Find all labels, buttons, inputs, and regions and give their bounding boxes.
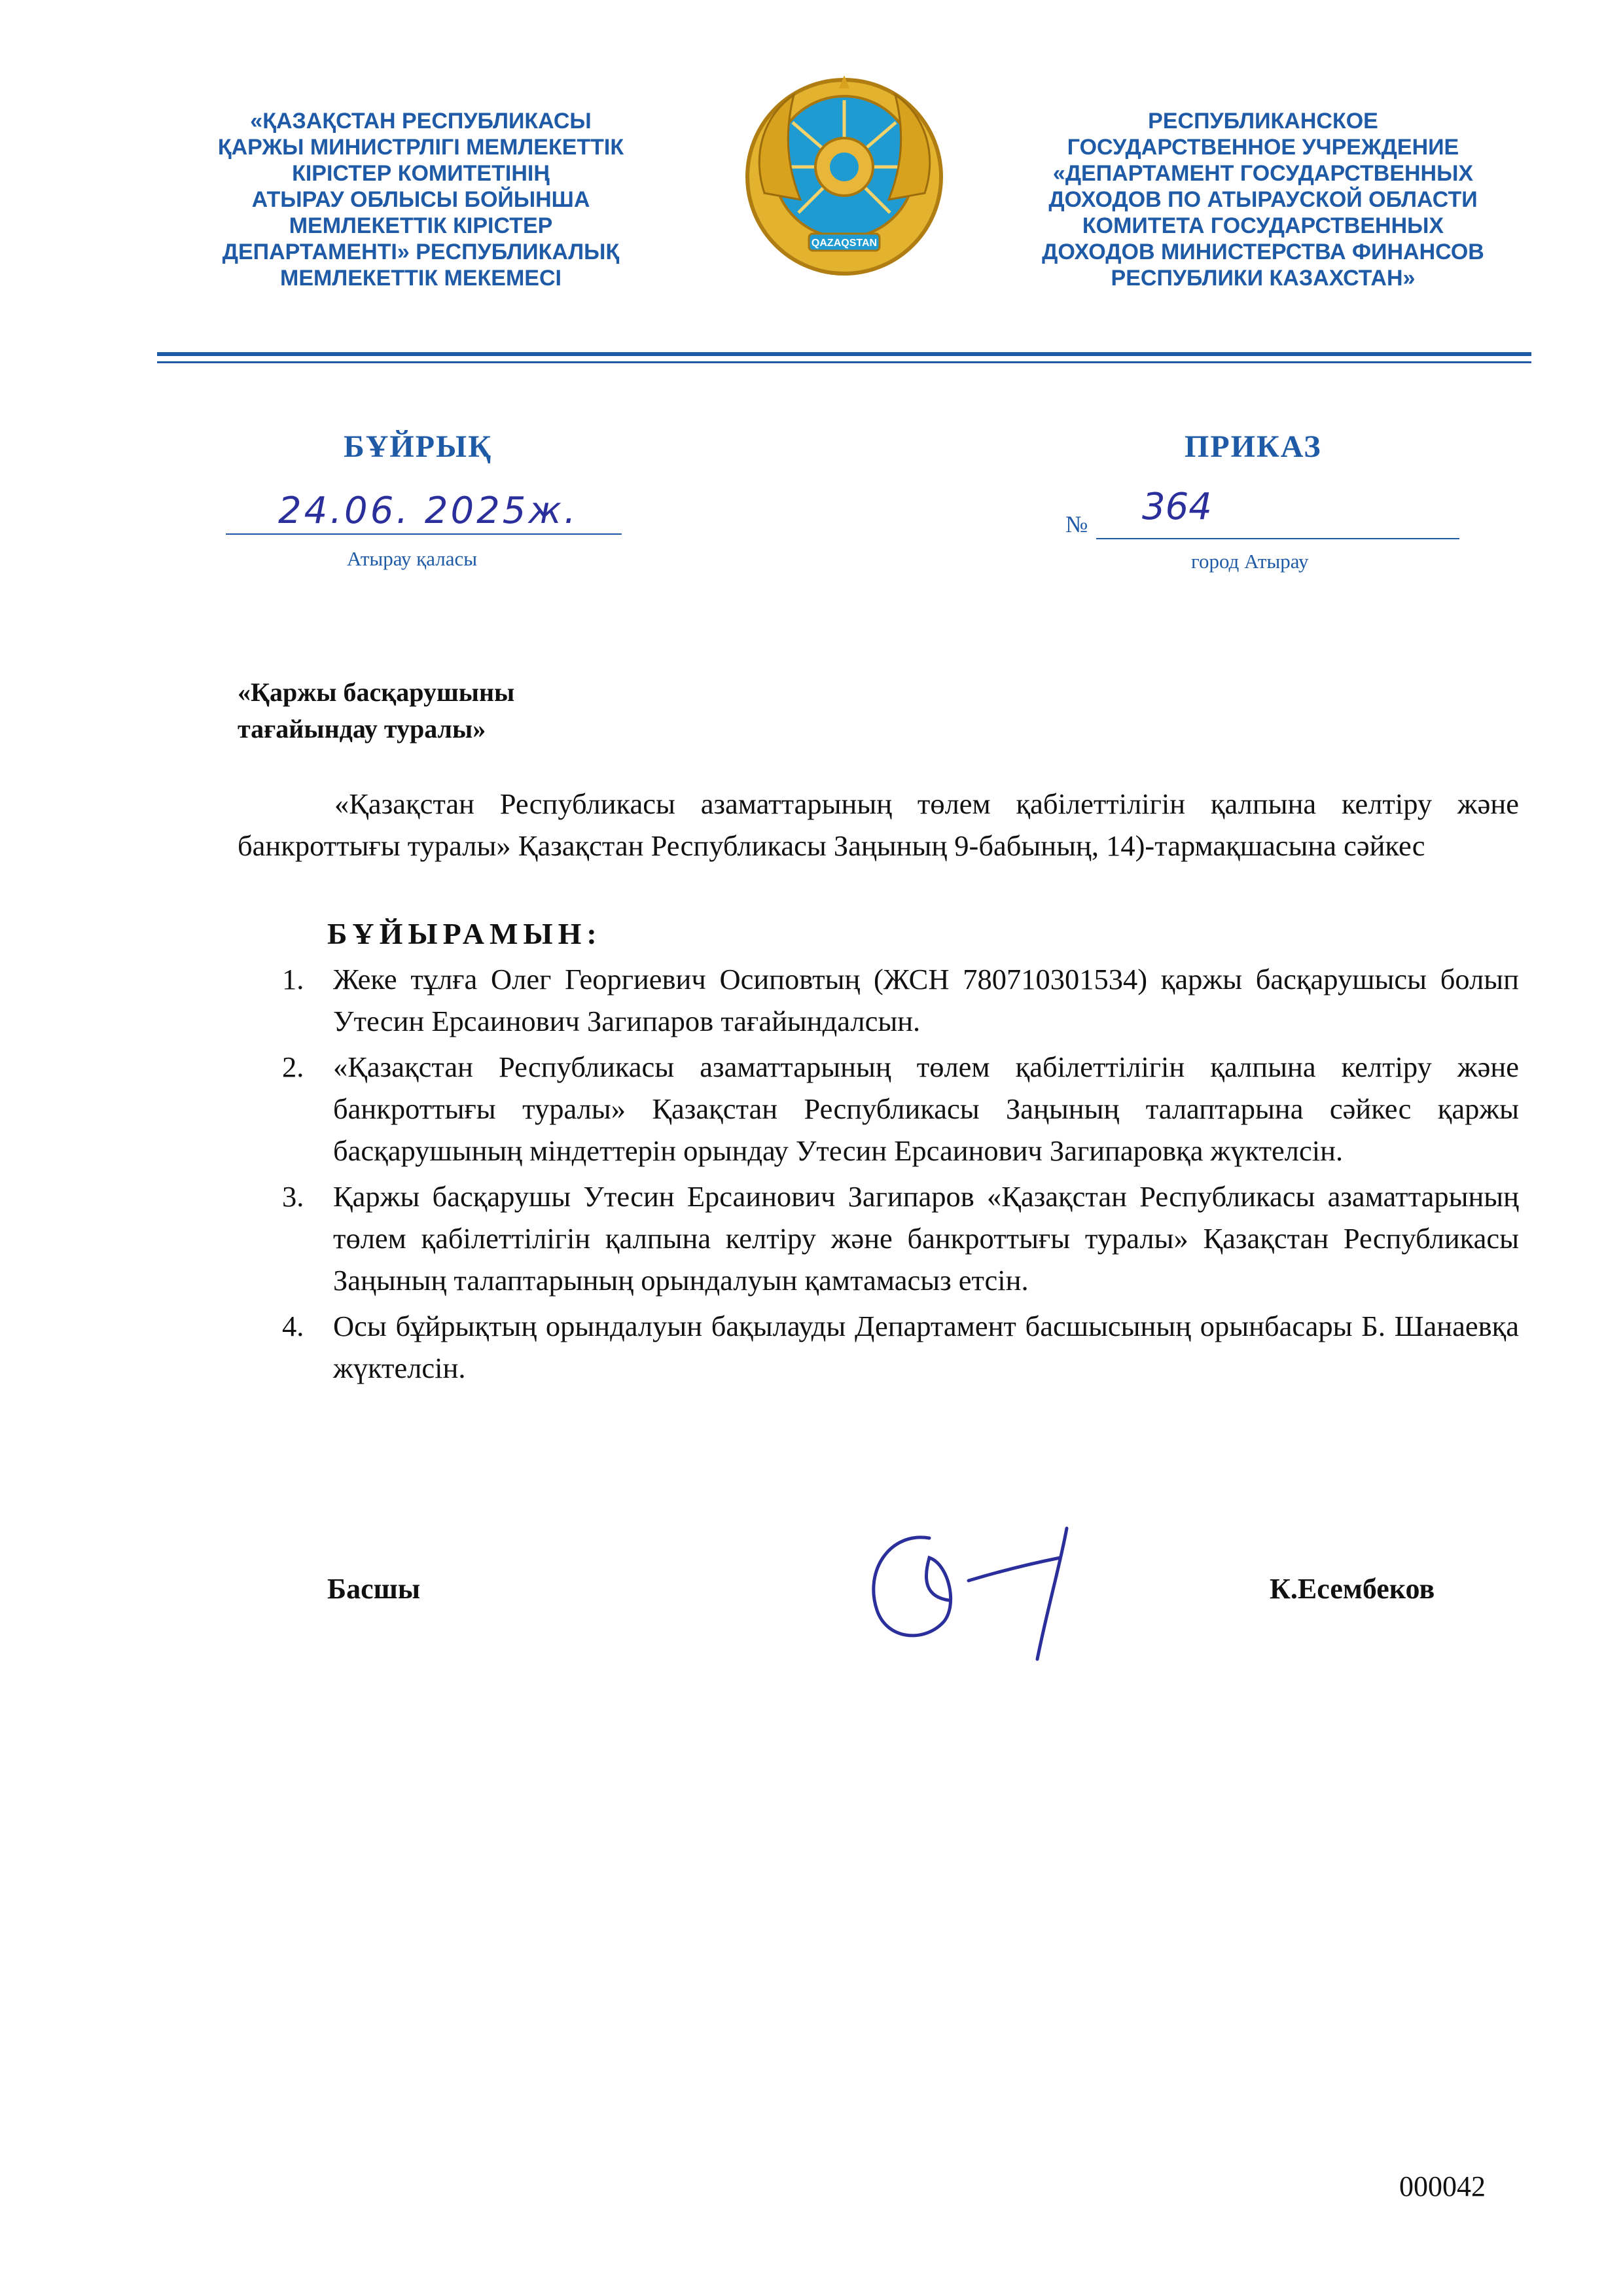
handwritten-order-number: 364 (1142, 486, 1212, 528)
document-type-ru: ПРИКАЗ (1185, 429, 1322, 464)
handwritten-signature-icon (851, 1518, 1113, 1669)
number-sign: № (1065, 511, 1088, 537)
order-item-number: 1. (282, 963, 304, 996)
header-left-line: АТЫРАУ ОБЛЫСЫ БОЙЫНША (251, 187, 590, 212)
header-left-line: ДЕПАРТАМЕНТІ» РЕСПУБЛИКАЛЫҚ (222, 240, 620, 264)
order-item (238, 1175, 1519, 1301)
subject-line: «Қаржы басқарушыны (238, 677, 515, 707)
header-right-line: ДОХОДОВ ПО АТЫРАУСКОЙ ОБЛАСТИ (1048, 187, 1478, 212)
header-left-line: КІРІСТЕР КОМИТЕТІНІҢ (292, 161, 550, 186)
header-divider-thin (157, 361, 1531, 363)
header-right-line: ДОХОДОВ МИНИСТЕРСТВА ФИНАНСОВ (1042, 240, 1484, 264)
header-right-line: КОМИТЕТА ГОСУДАРСТВЕННЫХ (1082, 213, 1444, 238)
document-serial-number: 000042 (1399, 2170, 1486, 2202)
order-items-list (238, 958, 1519, 1389)
order-item (238, 1046, 1519, 1172)
order-item-text: Осы бұйрықтың орындалуын бақылауды Департамент басшысының орынбасары Б. Шанаевқа жүктелсін. (333, 1310, 1519, 1384)
subject-line: тағайындау туралы» (238, 714, 486, 744)
order-item-text: Жеке тұлға Олег Георгиевич Осиповтың (ЖСН 780710301534) қаржы басқарушысы болып Утесин Ерсаинович Загипаров тағайындалсын. (333, 963, 1519, 1037)
state-emblem-icon (738, 69, 951, 285)
order-item-number: 3. (282, 1180, 304, 1213)
header-left-line: МЕМЛЕКЕТТІК КІРІСТЕР (289, 213, 553, 238)
header-right-line: РЕСПУБЛИКИ КАЗАХСТАН» (1111, 266, 1416, 291)
order-item-text: «Қазақстан Республикасы азаматтарының төлем қабілеттілігін қалпына келтіру және банкроттығы туралы» Қазақстан Республикасы Заңының талаптарына сәйкес қаржы басқарушының міндеттерін орындау Утесин Ерсаинович Загипаровқа жүктелсін. (333, 1050, 1519, 1167)
city-label-kz: Атырау қаласы (347, 547, 478, 570)
header-left-org-name (159, 108, 683, 291)
handwritten-date: 24.06. 2025ж. (278, 490, 579, 532)
document-type-kz: БҰЙРЫҚ (344, 429, 492, 464)
header-left-line: «ҚАЗАҚСТАН РЕСПУБЛИКАСЫ (250, 109, 592, 134)
emblem-label: QAZAQSTAN (811, 238, 878, 249)
city-label-ru: город Атырау (1191, 550, 1309, 573)
signatory-name: К.Есембеков (1270, 1573, 1435, 1605)
order-item-number: 4. (282, 1310, 304, 1342)
signatory-role: Басшы (327, 1573, 421, 1605)
preamble-paragraph: «Қазақстан Республикасы азаматтарының төлем қабілеттілігін қалпына келтіру және банкроттығы туралы» Қазақстан Республикасы Заңының 9-бабының, 14)-тармақшасына сәйкес (238, 787, 1519, 862)
header-right-org-name (1001, 108, 1525, 291)
order-item-number: 2. (282, 1050, 304, 1083)
order-item-text: Қаржы басқарушы Утесин Ерсаинович Загипаров «Қазақстан Республикасы азаматтарының төлем қабілеттілігін қалпына келтіру және банкроттығы туралы» Қазақстан Республикасы Заңының талаптарының орындалуын қамтамасыз етсін. (333, 1180, 1519, 1297)
order-subject (238, 674, 643, 747)
order-heading: БҰЙЫРАМЫН: (327, 917, 602, 950)
header-right-line: РЕСПУБЛИКАНСКОЕ (1148, 109, 1378, 134)
date-underline (226, 533, 622, 535)
header-left-line: ҚАРЖЫ МИНИСТРЛІГІ МЕМЛЕКЕТТІК (217, 135, 624, 160)
header-right-line: ГОСУДАРСТВЕННОЕ УЧРЕЖДЕНИЕ (1067, 135, 1459, 160)
header-divider-thick (157, 352, 1531, 356)
order-item (238, 1305, 1519, 1389)
order-item (238, 958, 1519, 1042)
header-right-line: «ДЕПАРТАМЕНТ ГОСУДАРСТВЕННЫХ (1052, 161, 1474, 186)
number-underline (1096, 538, 1459, 539)
header-left-line: МЕМЛЕКЕТТІК МЕКЕМЕСІ (280, 266, 562, 291)
